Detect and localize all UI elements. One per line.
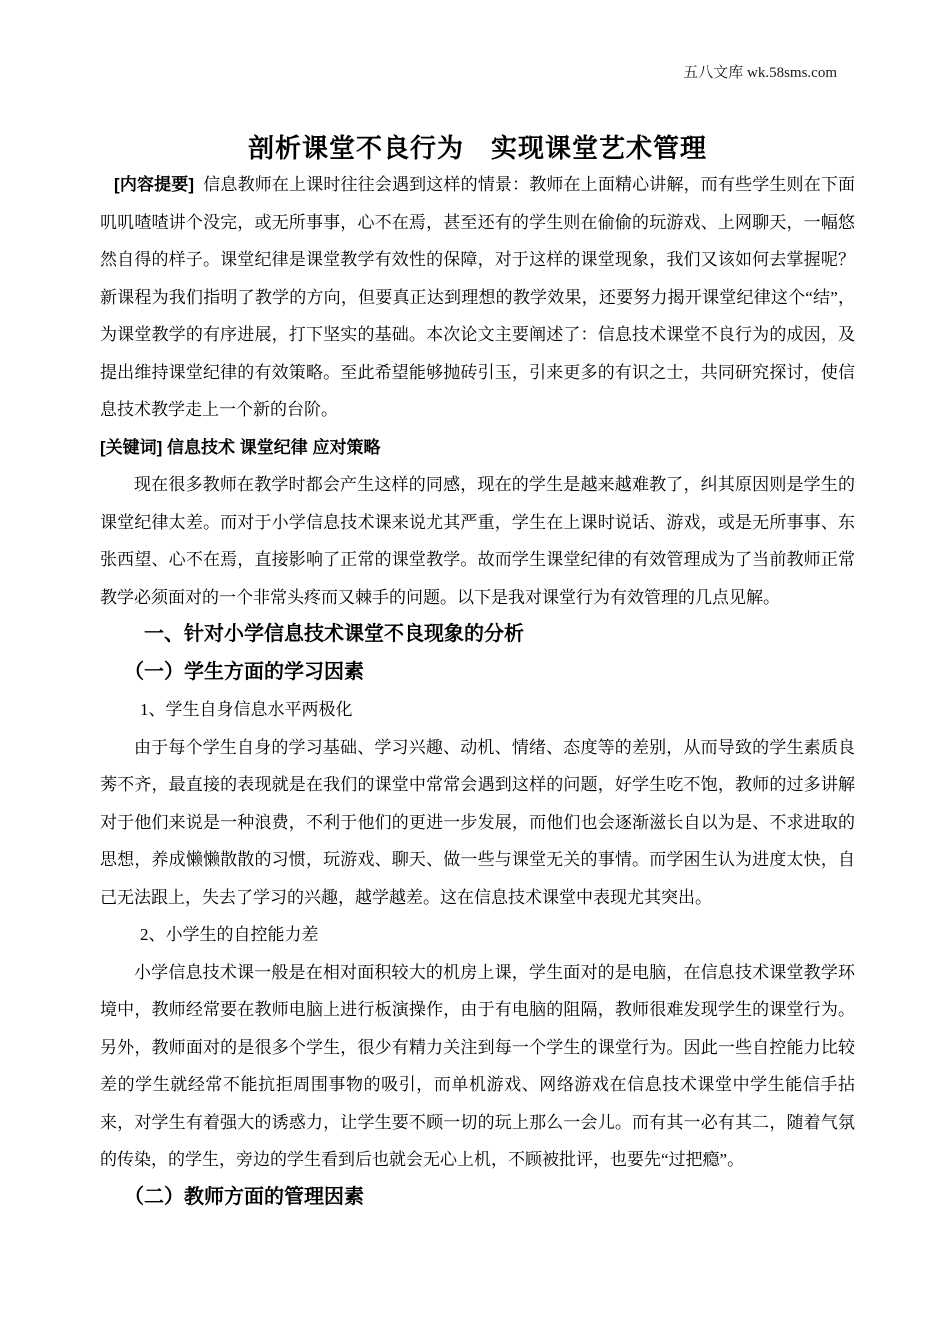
point-1-paragraph: 由于每个学生自身的学习基础、学习兴趣、动机、情绪、态度等的差别，从而导致的学生素质良莠不齐，最直接的表现就是在我们的课堂中常常会遇到这样的问题，好学生吃不饱，教师的过多讲解对于他们来说是一种浪费，不利于他们的更进一步发展，而他们也会逐渐滋长自以为是、不求进取的思想，养成懒懒散散的习惯，玩游戏、聊天、做一些与课堂无关的事情。而学困生认为进度太快，自己无法跟上，失去了学习的兴趣，越学越差。这在信息技术课堂中表现尤其突出。 — [100, 737, 855, 907]
point-1-heading: 1、学生自身信息水平两极化 — [140, 700, 353, 719]
section-1-heading: 一、针对小学信息技术课堂不良现象的分析 — [144, 623, 524, 645]
section-1-1-heading: （一）学生方面的学习因素 — [124, 660, 364, 683]
intro-paragraph: 现在很多教师在教学时都会产生这样的同感，现在的学生是越来越难教了，纠其原因则是学生的课堂纪律太差。而对于小学信息技术课来说尤其严重，学生在上课时说话、游戏，或是无所事事、东张西望、心不在焉，直接影响了正常的课堂教学。故而学生课堂纪律的有效管理成为了当前教师正常教学必须面对的一个非常头疼而又棘手的问题。以下是我对课堂行为有效管理的几点见解。 — [100, 475, 855, 607]
keywords-line: [关键词] 信息技术 课堂纪律 应对策略 — [100, 437, 381, 457]
abstract-label: [内容提要] — [114, 175, 195, 194]
site-watermark: 五八文库 wk.58sms.com — [683, 65, 837, 81]
point-2-heading: 2、小学生的自控能力差 — [140, 925, 319, 944]
section-1-2-heading: （二）教师方面的管理因素 — [124, 1185, 364, 1208]
point-2-paragraph: 小学信息技术课一般是在相对面积较大的机房上课，学生面对的是电脑，在信息技术课堂教学环境中，教师经常要在教师电脑上进行板演操作，由于有电脑的阻隔，教师很难发现学生的课堂行为。另外，教师面对的是很多个学生，很少有精力关注到每一个学生的课堂行为。因此一些自控能力比较差的学生就经常不能抗拒周围事物的吸引，而单机游戏、网络游戏在信息技术课堂中学生能信手拈来，对学生有着强大的诱惑力，让学生要不顾一切的玩上那么一会儿。而有其一必有其二，随着气氛的传染，的学生，旁边的学生看到后也就会无心上机，不顾被批评，也要先“过把瘾”。 — [100, 962, 855, 1169]
abstract-text: 信息教师在上课时往往会遇到这样的情景：教师在上面精心讲解，而有些学生则在下面叽叽喳喳讲个没完，或无所事事，心不在焉，甚至还有的学生则在偷偷的玩游戏、上网聊天，一幅悠然自得的样子。课堂纪律是课堂教学有效性的保障，对于这样的课堂现象，我们又该如何去掌握呢？新课程为我们指明了教学的方向，但要真正达到理想的教学效果，还要努力揭开课堂纪律这个“结”，为课堂教学的有序进展，打下坚实的基础。本次论文主要阐述了：信息技术课堂不良行为的成因，及提出维持课堂纪律的有效策略。至此希望能够抛砖引玉，引来更多的有识之士，共同研究探讨，使信息技术教学走上一个新的台阶。 — [100, 175, 856, 419]
page-title: 剖析课堂不良行为 实现课堂艺术管理 — [247, 133, 707, 163]
abstract-paragraph — [100, 166, 855, 429]
